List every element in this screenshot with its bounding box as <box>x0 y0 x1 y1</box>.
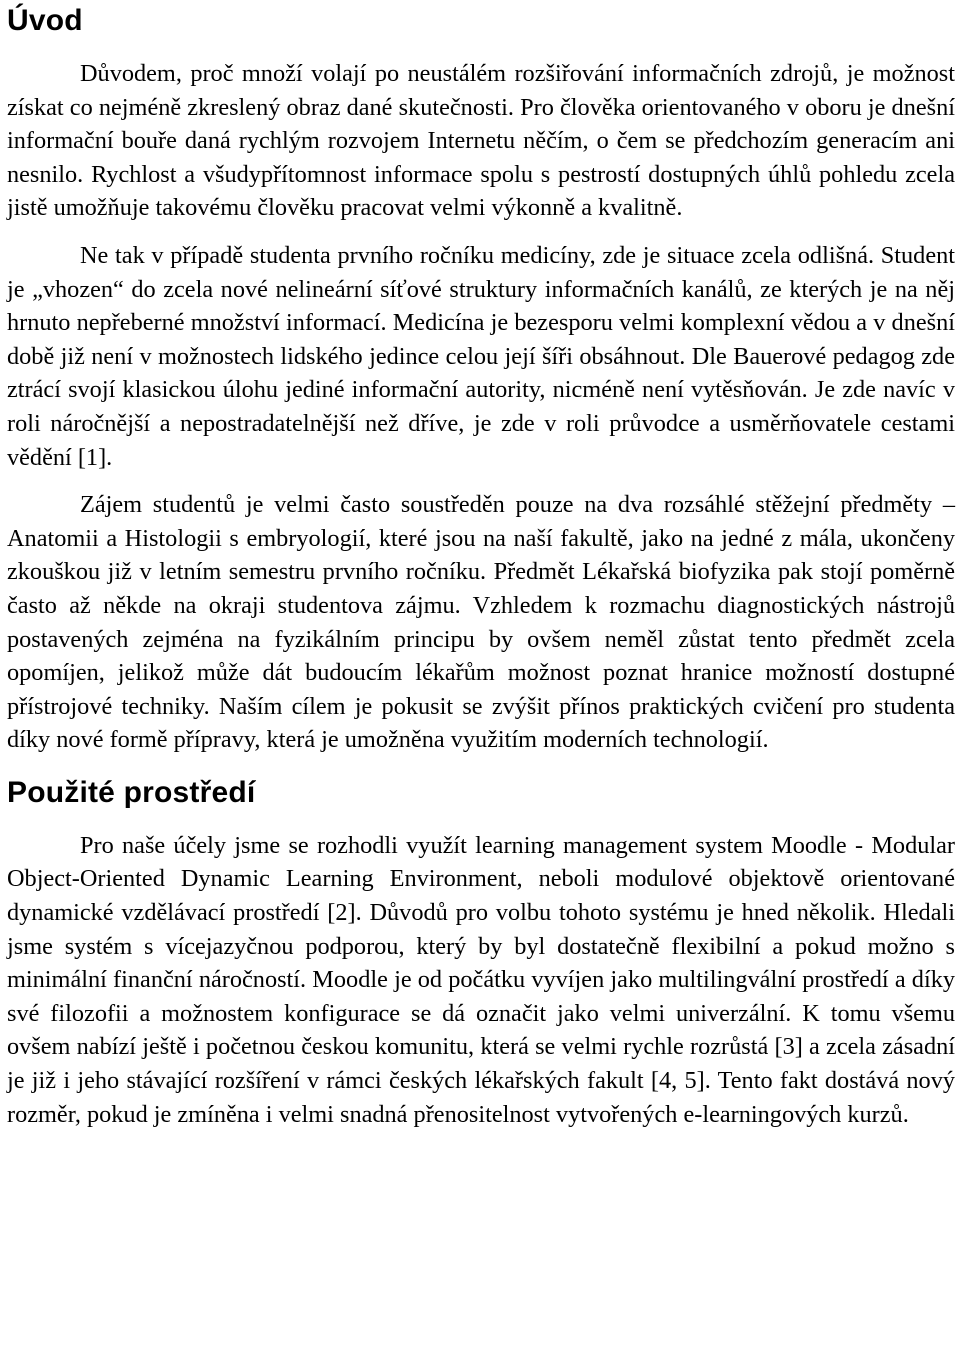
paragraph: Zájem studentů je velmi často soustředěn pouze na dva rozsáhlé stěžejní předměty – Anatomii a Histologii s embryologií, které jsou na naší fakultě, jako na jedné z mála, ukončeny zkouškou již v letním semestru prvního ročníku. Předmět Lékařská biofyzika pak stojí poměrně často až někde na okraji studentova zájmu. Vzhledem k rozmachu diagnostických nástrojů postavených zejména na fyzikálním principu by ovšem neměl zůstat tento předmět zcela opomíjen, jelikož může dát budoucím lékařům možnost poznat hranice možností dostupné přístrojové techniky. Naším cílem je pokusit se zvýšit přínos praktických cvičení pro studenta díky nové formě přípravy, která je umožněna využitím moderních technologií. <box>7 491 955 754</box>
paragraph: Pro naše účely jsme se rozhodli využít learning management system Moodle - Modular Object-Oriented Dynamic Learning Environment, neboli modulové objektově orientované dynamické vzdělávací prostředí [2]. Důvodů pro volbu tohoto systému je hned několik. Hledali jsme systém s vícejazyčnou podporou, který by byl dostatečně flexibilní a pokud možno s minimální finanční náročností. Moodle je od počátku vyvíjen jako multilingvální prostředí a díky své filozofii a možnostem konfigurace se dá označit jako velmi univerzální. K tomu všemu ovšem nabízí ještě i početnou českou komunitu, která se velmi rychle rozrůstá [3] a zcela zásadní je již i jeho stávající rozšíření v rámci českých lékařských fakult [4, 5]. Tento fakt dostává nový rozměr, pokud je zmíněna i velmi snadná přenositelnost vytvořených e-learningových kurzů. <box>7 831 955 1128</box>
document-page <box>7 0 955 1131</box>
paragraph: Důvodem, proč množí volají po neustálém rozšiřování informačních zdrojů, je možnost získat co nejméně zkreslený obraz dané skutečnosti. Pro člověka orientovaného v oboru je dnešní informační bouře daná rychlým rozvojem Internetu něčím, o čem se předchozím generacím ani nesnilo. Rychlost a všudypřítomnost informace spolu s pestrostí dostupných úhlů pohledu zcela jistě umožňuje takovému člověku pracovat velmi výkonně a kvalitně. <box>7 60 955 222</box>
section-heading-pouzite-prostredi: Použité prostředí <box>7 775 256 809</box>
section-heading-uvod: Úvod <box>7 4 83 37</box>
paragraph: Ne tak v případě studenta prvního ročníku medicíny, zde je situace zcela odlišná. Student je „vhozen“ do zcela nové nelineární síťové struktury informačních kanálů, ze kterých je na něj hrnuto nepřeberné množství informací. Medicína je bezesporu velmi komplexní vědou a v dnešní době již není v možnostech lidského jedince celou její šíři obsáhnout. Dle Bauerové pedagog zde ztrácí svojí klasickou úlohu jediné informační autority, nicméně není vytěsňován. Je zde navíc v roli náročnější a nepostradatelnější než dříve, je zde v roli průvodce a usměrňovatele cestami vědění [1]. <box>7 241 955 471</box>
